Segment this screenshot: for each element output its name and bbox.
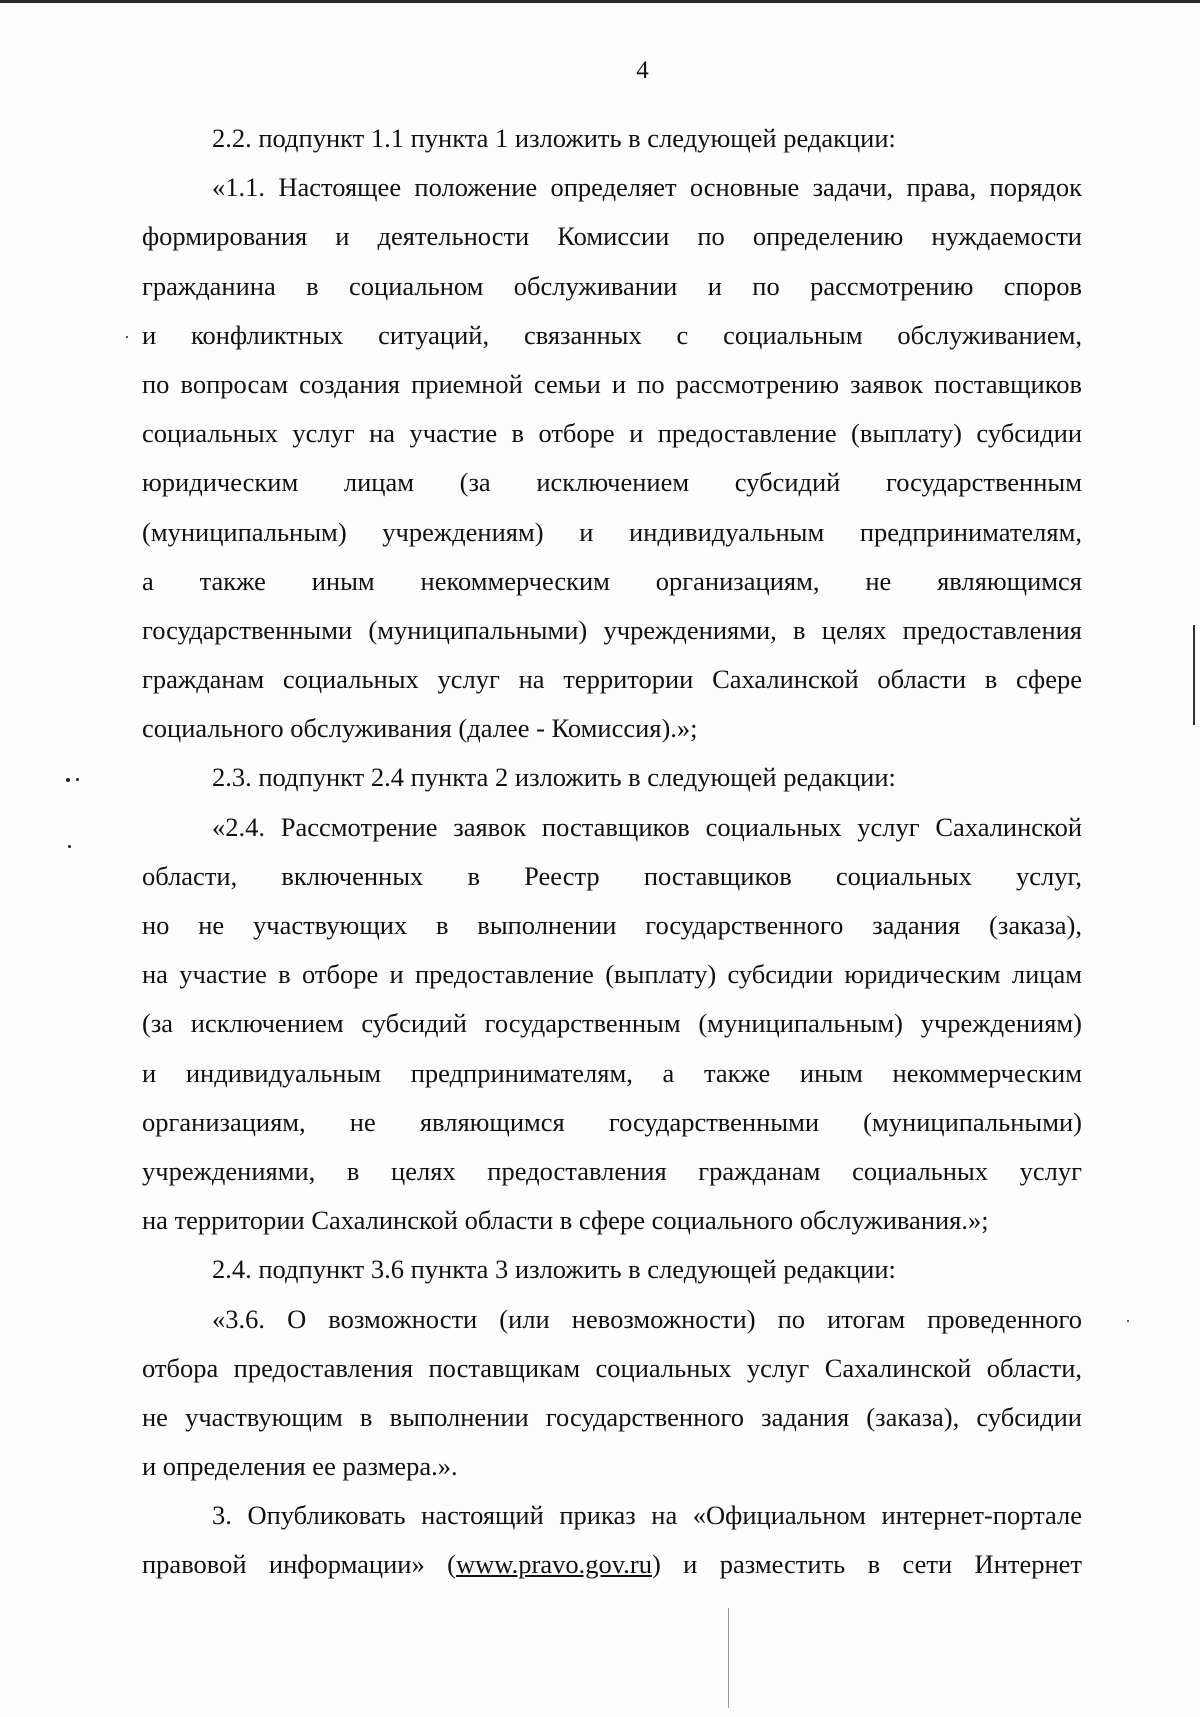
paragraph-line: учреждениями, в целях предоставления гражданам социальных услуг bbox=[142, 1155, 1082, 1186]
paragraph-line: по вопросам создания приемной семьи и по рассмотрению заявок поставщиков bbox=[142, 368, 1082, 399]
paragraph-line: 2.2. подпункт 1.1 пункта 1 изложить в следующей редакции: bbox=[212, 123, 896, 153]
paragraph-line: и конфликтных ситуаций, связанных с социальным обслуживанием, bbox=[142, 319, 1082, 350]
paragraph-line: 2.4. подпункт 3.6 пункта 3 изложить в следующей редакции: bbox=[212, 1254, 896, 1285]
paragraph-line: и индивидуальным предпринимателям, а также иным некоммерческим bbox=[142, 1057, 1082, 1088]
paragraph-line: государственными (муниципальными) учреждениями, в целях предоставления bbox=[142, 614, 1082, 645]
scan-speck bbox=[66, 778, 70, 782]
paragraph-line: области, включенных в Реестр поставщиков социальных услуг, bbox=[142, 860, 1082, 891]
paragraph-line: гражданина в социальном обслуживании и по рассмотрению споров bbox=[142, 270, 1082, 301]
line-text-after-link: ) и разместить в сети Интернет bbox=[651, 1549, 1082, 1580]
paragraph-line: (за исключением субсидий государственным (муниципальным) учреждениям) bbox=[142, 1008, 1082, 1039]
scan-top-edge bbox=[0, 0, 1200, 3]
paragraph-line: организациям, не являющимся государственными (муниципальными) bbox=[142, 1106, 1082, 1137]
scan-speck bbox=[1127, 1320, 1129, 1322]
paragraph-line: и определения ее размера.». bbox=[142, 1451, 458, 1482]
scan-fold-line bbox=[728, 1608, 729, 1708]
paragraph-line: «3.6. О возможности (или невозможности) по итогам проведенного bbox=[212, 1303, 1082, 1334]
paragraph-line: а также иным некоммерческим организациям, не являющимся bbox=[142, 565, 1082, 596]
paragraph-line: «1.1. Настоящее положение определяет основные задачи, права, порядок bbox=[212, 172, 1082, 203]
paragraph-line: (муниципальным) учреждениям) и индивидуальным предпринимателям, bbox=[142, 516, 1082, 547]
paragraph-line: формирования и деятельности Комиссии по определению нуждаемости bbox=[142, 221, 1082, 252]
paragraph-line: отбора предоставления поставщикам социальных услуг Сахалинской области, bbox=[142, 1352, 1082, 1383]
paragraph-line: на территории Сахалинской области в сфере социального обслуживания.»; bbox=[142, 1205, 989, 1236]
scan-speck bbox=[126, 336, 128, 338]
paragraph-line: социального обслуживания (далее - Комиссия).»; bbox=[142, 713, 698, 744]
page-number: 4 bbox=[636, 57, 649, 84]
paragraph-line: 2.3. подпункт 2.4 пункта 2 изложить в следующей редакции: bbox=[212, 762, 896, 793]
paragraph-line: гражданам социальных услуг на территории Сахалинской области в сфере bbox=[142, 664, 1082, 695]
scan-margin-line bbox=[1193, 625, 1195, 725]
paragraph-line: 3. Опубликовать настоящий приказ на «Официальном интернет-портале bbox=[212, 1500, 1082, 1531]
scan-speck bbox=[68, 845, 71, 848]
paragraph-line: юридическим лицам (за исключением субсидий государственным bbox=[142, 467, 1082, 498]
paragraph-line: не участвующим в выполнении государственного задания (заказа), субсидии bbox=[142, 1401, 1082, 1432]
paragraph-line: на участие в отборе и предоставление (выплату) субсидии юридическим лицам bbox=[142, 959, 1082, 990]
paragraph-line: но не участвующих в выполнении государственного задания (заказа), bbox=[142, 910, 1082, 940]
paragraph-line: «2.4. Рассмотрение заявок поставщиков социальных услуг Сахалинской bbox=[212, 811, 1082, 842]
document-body bbox=[142, 114, 1082, 1590]
paragraph-line-with-link bbox=[142, 1540, 1082, 1589]
line-text-before-link: правовой информации» ( bbox=[142, 1549, 456, 1580]
pravo-gov-link[interactable]: www.pravo.gov.ru bbox=[455, 1549, 652, 1580]
paragraph-line: социальных услуг на участие в отборе и предоставление (выплату) субсидии bbox=[142, 418, 1082, 449]
scan-speck bbox=[76, 778, 79, 781]
